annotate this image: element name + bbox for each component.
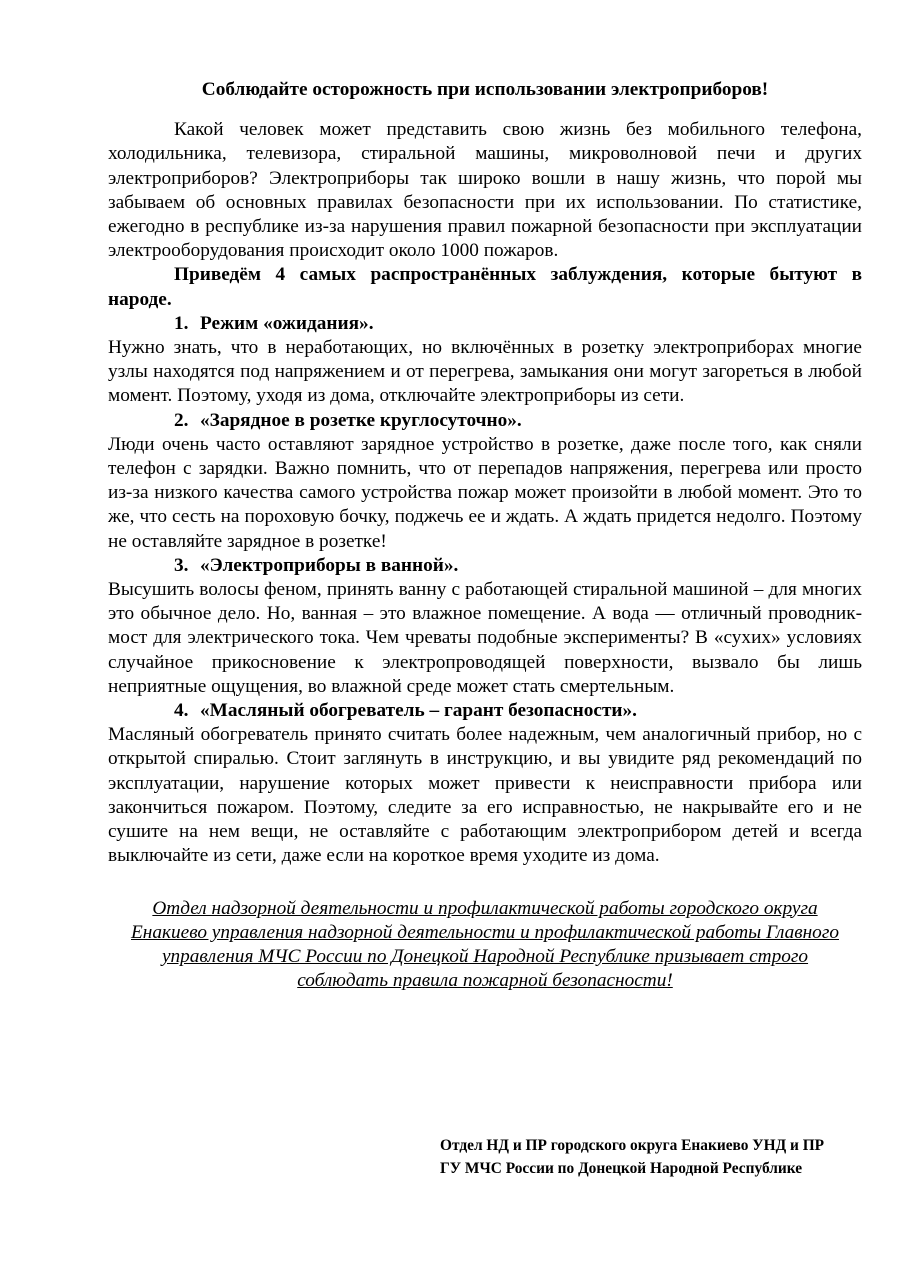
item-body: Нужно знать, что в неработающих, но включённых в розетку электроприборах многие узлы находятся под напряжением и от перегрева, замыкания они могут загореться в любой момент. Поэтому, уходя из дома, отключайте электроприборы из сети. [108, 337, 862, 407]
intro-paragraph: Какой человек может представить свою жизнь без мобильного телефона, холодильника, телевизора, стиральной машины, микроволновой печи и других электроприборов? Электроприборы так широко вошли в нашу жизнь, что порой мы забываем об основных правилах безопасности при их использовании. По статистике, ежегодно в республике из-за нарушения правил пожарной безопасности при эксплуатации электрооборудования происходит около 1000 пожаров. [108, 119, 862, 262]
appeal-text: Отдел надзорной деятельности и профилактической работы городского округа Енакиево управления надзорной деятельности и профилактической работы Главного управления МЧС России по Донецкой Народной Республике призывает строго соблюдать правила пожарной безопасности! [131, 897, 839, 992]
misconception-item [108, 699, 862, 868]
misconception-item [108, 554, 862, 699]
item-body: Масляный обогреватель принято считать более надежным, чем аналогичный прибор, но с открытой спиралью. Стоит заглянуть в инструкцию, и вы увидите ряд рекомендаций по эксплуатации, нарушение которых может привести к неисправности прибора или закончиться пожаром. Поэтому, следите за его исправностью, не накрывайте его и не сушите на нем вещи, не оставляйте с работающим электроприбором детей и всегда выключайте из сети, даже если на короткое время уходите из дома. [108, 724, 862, 867]
item-heading [108, 312, 862, 336]
item-heading [108, 409, 862, 433]
item-body: Люди очень часто оставляют зарядное устройство в розетке, даже после того, как сняли телефон с зарядки. Важно помнить, что от перепадов напряжения, перегрева или просто из-за низкого качества самого устройства пожар может произойти в любой момент. Это то же, что сесть на пороховую бочку, поджечь ее и ждать. А ждать придется недолго. Поэтому не оставляйте зарядное в розетке! [108, 433, 862, 552]
item-heading-text: «Зарядное в розетке круглосуточно». [200, 409, 522, 431]
item-heading-text: «Масляный обогреватель – гарант безопасности». [200, 700, 638, 722]
item-heading-text: Режим «ожидания». [200, 312, 374, 334]
item-heading [108, 554, 862, 578]
item-heading-text: «Электроприборы в ванной». [200, 554, 459, 576]
item-heading [108, 699, 862, 723]
document-title: Соблюдайте осторожность при использовании электроприборов! [201, 79, 769, 100]
signature-line-1: Отдел НД и ПР городского округа Енакиево УНД и ПР [440, 1137, 825, 1154]
item-number: 1. [174, 312, 189, 334]
misconception-item [108, 409, 862, 554]
item-body: Высушить волосы феном, принять ванну с работающей стиральной машиной – для многих это обычное дело. Но, ванная – это влажное помещение. А вода — отличный проводник-мост для электрического тока. Чем чреваты подобные эксперименты? В «сухих» условиях случайное прикосновение к электропроводящей поверхности, вызвало бы лишь неприятные ощущения, во влажной среде может стать смертельным. [108, 579, 862, 697]
item-number: 4. [174, 700, 189, 722]
item-number: 2. [174, 409, 189, 431]
signature-line-2: ГУ МЧС России по Донецкой Народной Республике [440, 1160, 803, 1177]
signature-block [440, 1134, 880, 1180]
item-number: 3. [174, 554, 189, 576]
lead-paragraph: Приведём 4 самых распространённых заблуждения, которые бытуют в народе. [108, 264, 862, 310]
document-page [108, 78, 862, 993]
misconception-item [108, 312, 862, 409]
